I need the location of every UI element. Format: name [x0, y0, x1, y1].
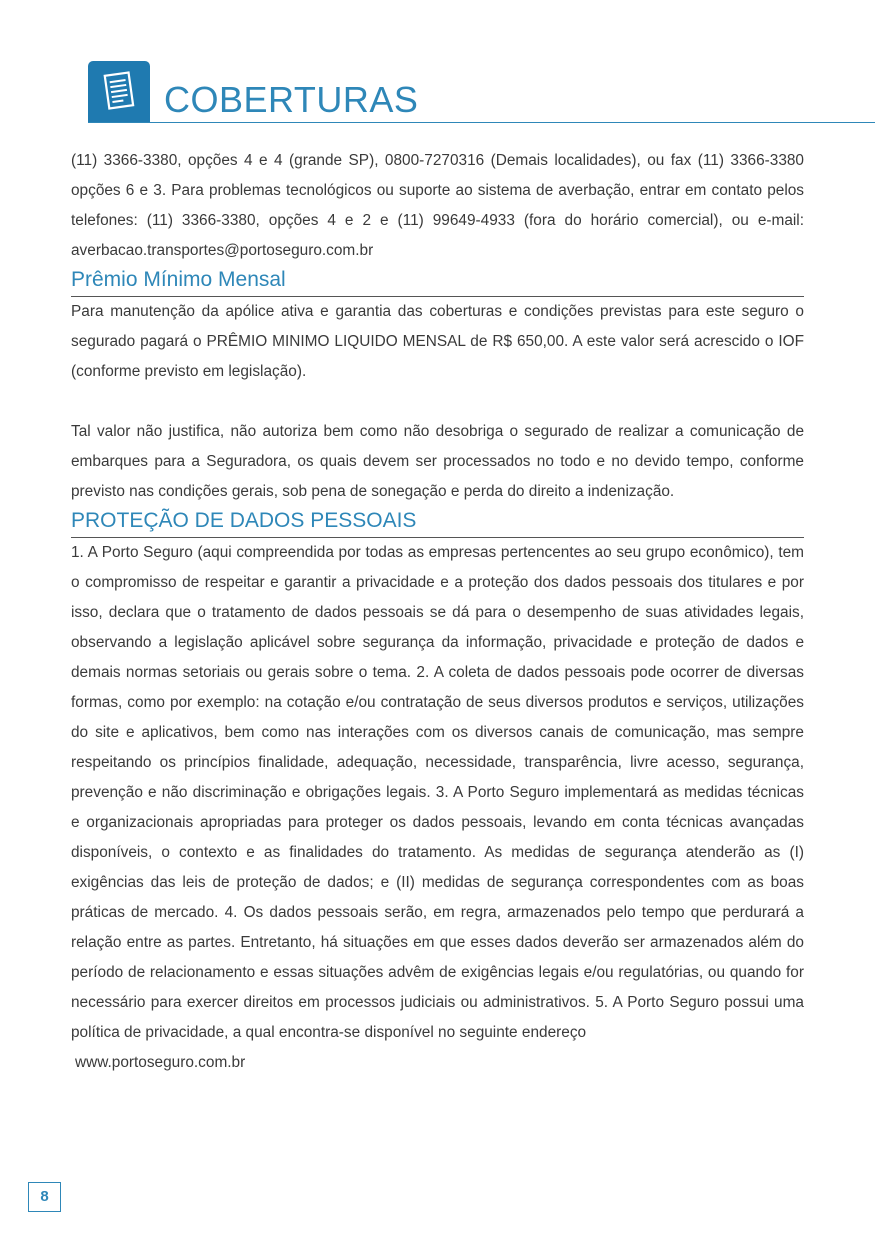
- premio-heading: Prêmio Mínimo Mensal: [71, 266, 804, 297]
- protecao-heading: PROTEÇÃO DE DADOS PESSOAIS: [71, 507, 804, 538]
- premio-paragraph-2: Tal valor não justifica, não autoriza bem como não desobriga o segurado de realizar a comunicação de embarques para a Seguradora, os quais devem ser processados no todo e no devido tempo, conforme previsto nas condições gerais, sob pena de sonegação e perda do direito a indenização.: [71, 423, 804, 500]
- document-icon: [102, 71, 136, 111]
- protecao-paragraph: 1. A Porto Seguro (aqui compreendida por todas as empresas pertencentes ao seu grupo econômico), tem o compromisso de respeitar e garantir a privacidade e a proteção dos dados pessoais dos titulares e por isso, declara que o tratamento de dados pessoais se dá para o desempenho de suas atividades legais, observando a legislação aplicável sobre segurança da informação, privacidade e proteção de dados e demais normas setoriais ou gerais sobre o tema. 2. A coleta de dados pessoais pode ocorrer de diversas formas, como por exemplo: na cotação e/ou contratação de seus diversos produtos e serviços, utilizações do site e aplicativos, bem como nas interações com os diversos canais de comunicação, mas sempre respeitando os princípios finalidade, adequação, necessidade, transparência, livre acesso, segurança, prevenção e não discriminação e obrigações legais. 3. A Porto Seguro implementará as medidas técnicas e organizacionais apropriadas para proteger os dados pessoais, levando em conta técnicas avançadas disponíveis, o contexto e as finalidades do tratamento. As medidas de segurança atenderão as (I) exigências das leis de proteção de dados; e (II) medidas de segurança correspondentes com as boas práticas de mercado. 4. Os dados pessoais serão, em regra, armazenados pelo tempo que perdurará a relação entre as partes. Entretanto, há situações em que esses dados deverão ser armazenados além do período de relacionamento e essas situações advêm de exigências legais e/ou regulatórias, ou quando for necessário para exercer direitos em processos judiciais ou administrativos. 5. A Porto Seguro possui uma política de privacidade, a qual encontra-se disponível no seguinte endereço: [71, 544, 804, 1041]
- header-icon-box: [88, 61, 150, 122]
- protecao-link[interactable]: www.portoseguro.com.br: [75, 1054, 246, 1071]
- header-divider: [88, 122, 875, 123]
- premio-paragraph-1: Para manutenção da apólice ativa e garantia das coberturas e condições previstas para este seguro o segurado pagará o PRÊMIO MINIMO LIQUIDO MENSAL de R$ 650,00. A este valor será acrescido o IOF (conforme previsto em legislação).: [71, 303, 804, 380]
- intro-paragraph: (11) 3366-3380, opções 4 e 4 (grande SP), 0800-7270316 (Demais localidades), ou fax (11) 3366-3380 opções 6 e 3. Para problemas tecnológicos ou suporte ao sistema de averbação, entrar em contato pelos telefones: (11) 3366-3380, opções 4 e 2 e (11) 99649-4933 (fora do horário comercial), ou e-mail: averbacao.transportes@portoseguro.com.br: [71, 152, 804, 259]
- page-title: COBERTURAS: [164, 79, 419, 120]
- page-number: 8: [28, 1182, 61, 1212]
- page-content: [71, 146, 804, 1078]
